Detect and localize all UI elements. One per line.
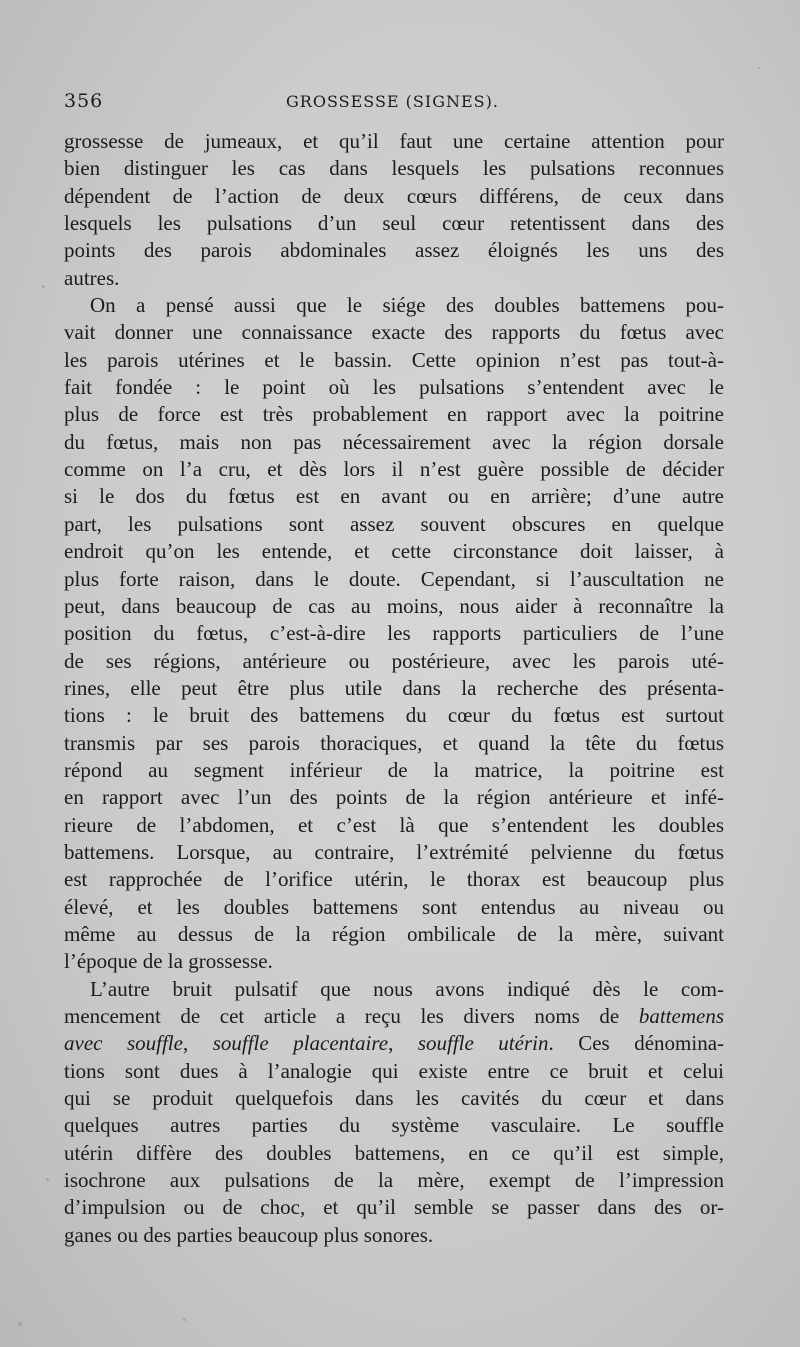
text-line <box>64 1003 724 1030</box>
text-line: points des parois abdominales assez éloignés les uns des <box>64 238 724 263</box>
text-line <box>64 1030 724 1057</box>
text-run: , <box>182 1031 213 1056</box>
text-line: l’époque de la grossesse. <box>64 949 273 974</box>
text-line: comme on l’a cru, et dès lors il n’est guère possible de décider <box>64 457 724 482</box>
text-line: en rapport avec l’un des points de la région antérieure et infé- <box>64 785 724 810</box>
text-line: part, les pulsations sont assez souvent obscures en quelque <box>64 511 724 536</box>
text-line: bien distinguer les cas dans lesquels les pulsations reconnues <box>64 156 724 181</box>
text-line: autres. <box>64 265 120 290</box>
body-text <box>64 128 724 1249</box>
text-line: rieure de l’abdomen, et c’est là que s’entendent les doubles <box>64 812 724 837</box>
text-line: tions : le bruit des battemens du cœur du fœtus est surtout <box>64 703 724 728</box>
paper-speck <box>183 1318 186 1321</box>
text-line: ganes ou des parties beaucoup plus sonores. <box>64 1222 434 1247</box>
text-line: On a pensé aussi que le siége des doubles battemens pou- <box>90 293 724 318</box>
text-line: battemens. Lorsque, au contraire, l’extrémité pelvienne du fœtus <box>64 839 724 864</box>
text-line: utérin diffère des doubles battemens, en ce qu’il est simple, <box>64 1140 724 1165</box>
text-line: lesquels les pulsations d’un seul cœur retentissent dans des <box>64 211 724 236</box>
paper-speck <box>758 67 760 69</box>
text-run: mencement de cet article a reçu les divers noms de <box>64 1004 639 1028</box>
running-title: GROSSESSE (SIGNES). <box>286 92 499 111</box>
text-line: rines, elle peut être plus utile dans la recherche des présenta- <box>64 675 724 700</box>
text-line: transmis par ses parois thoraciques, et quand la tête du fœtus <box>64 730 724 755</box>
italic-term: souffle placentaire <box>212 1031 389 1056</box>
text-line: quelques autres parties du système vasculaire. Le souffle <box>64 1113 724 1138</box>
text-run: . Ces dénomina- <box>548 1031 725 1056</box>
italic-term: avec souffle <box>64 1031 183 1056</box>
text-line: dépendent de l’action de deux cœurs différens, de ceux dans <box>64 183 724 208</box>
text-line: plus de force est très probablement en rapport avec la poitrine <box>64 402 724 427</box>
text-line: du fœtus, mais non pas nécessairement avec la région dorsale <box>64 429 724 454</box>
page-number: 356 <box>64 90 104 112</box>
text-line: répond au segment inférieur de la matrice, la poitrine est <box>64 757 724 782</box>
text-line: endroit qu’on les entende, et cette circonstance doit laisser, à <box>64 539 724 564</box>
text-line: fait fondée : le point où les pulsations s’entendent avec le <box>64 375 724 400</box>
text-line: de ses régions, antérieure ou postérieure, avec les parois uté- <box>64 648 724 673</box>
text-line: plus forte raison, dans le doute. Cependant, si l’auscultation ne <box>64 566 724 591</box>
text-line: d’impulsion ou de choc, et qu’il semble se passer dans des or- <box>64 1195 724 1220</box>
text-line: tions sont dues à l’analogie qui existe entre ce bruit et celui <box>64 1058 724 1083</box>
running-head <box>64 90 724 120</box>
italic-term: battemens <box>638 1004 724 1028</box>
text-line: L’autre bruit pulsatif que nous avons indiqué dès le com- <box>90 976 724 1001</box>
paper-speck <box>46 1178 49 1181</box>
text-line: est rapprochée de l’orifice utérin, le thorax est beaucoup plus <box>64 867 724 892</box>
text-line: élevé, et les doubles battemens sont entendus au niveau ou <box>64 894 724 919</box>
text-line: les parois utérines et le bassin. Cette opinion n’est pas tout-à- <box>64 347 724 372</box>
text-line: qui se produit quelquefois dans les cavités du cœur et dans <box>64 1086 724 1111</box>
text-line: si le dos du fœtus est en avant ou en arrière; d’une autre <box>64 484 724 509</box>
text-line: vait donner une connaissance exacte des rapports du fœtus avec <box>64 320 724 345</box>
text-line: isochrone aux pulsations de la mère, exempt de l’impression <box>64 1168 724 1193</box>
paper-speck <box>18 1322 22 1326</box>
text-line: peut, dans beaucoup de cas au moins, nous aider à reconnaître la <box>64 593 724 618</box>
text-line: grossesse de jumeaux, et qu’il faut une certaine attention pour <box>64 129 724 153</box>
paper-speck <box>42 285 45 288</box>
text-run: , <box>388 1031 418 1056</box>
text-line: même au dessus de la région ombilicale de la mère, suivant <box>64 921 724 946</box>
italic-term: souffle utérin <box>417 1031 549 1056</box>
text-line: position du fœtus, c’est-à-dire les rapports particuliers de l’une <box>64 621 724 646</box>
